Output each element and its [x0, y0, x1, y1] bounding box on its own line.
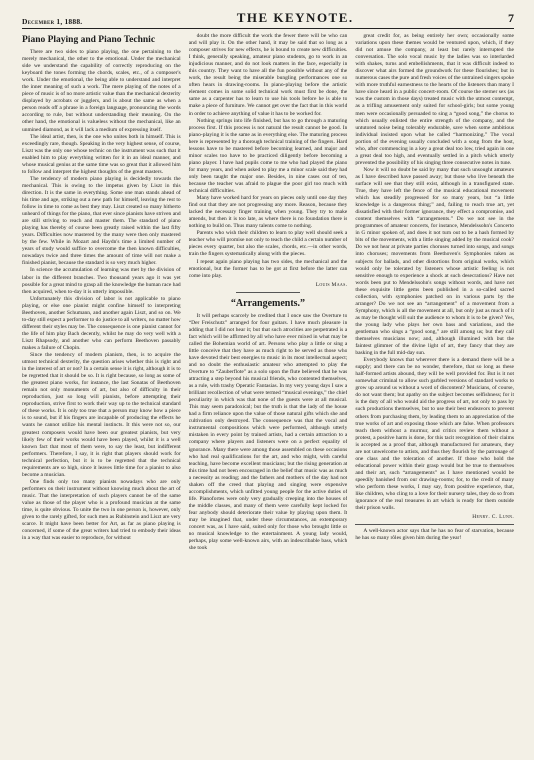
article-1-signature: Louis Maas.: [315, 281, 348, 288]
paragraph: Unfortunately this division of labor is not applicable to piano playing, or else one pianist might confine himself to interpreting Beethoven, another Schumann, and another again Liszt, and so on. We to-day still expect a performer to do justice to all writers, no matter how different their styles may be. The consequence is one pianist cannot for the life of him play Bach decently, whilst he may do very well with a Liszt Rhapsody, and another who can perform Beethoven passably makes a failure of Chopin.: [22, 295, 181, 351]
paragraph: There are two sides to piano playing, the one pertaining to the merely mechanical, the other to the emotional. Under the mechanical side we understand the capability of correctly reproducing on the keyboard the tones forming the chords, scales, etc., of a composer's work. Under the emotional, the being able to understand and interpret the inner meaning of such a work. The mere playing of the notes of a piece of music is of no more artistic value than the mechanical dexterity displayed by acrobats or jugglers, and is about the same as when a person reads off a phrase in a foreign language, pronouncing the words according to rule, but without understanding their meaning. On the other hand, the emotional is valueless without the mechanical, like an unmined diamond, as it will lack a medium of expressing itself.: [22, 49, 181, 133]
paragraph: Many have worked hard for years on pieces only until one day they find out that they are not progressing any more. Reason, because they lacked the necessary finger training when young. They try to make amends, but then it is too late, as where there is no foundation there is nothing to build on. Thus many talents come to nothing.: [188, 195, 348, 230]
paragraph: Since the tendency of modern pianism, then, is to acquire the utmost technical dexterity, the question arises whether this is right and in the interest of art or not? In a certain sense it is right, although it is to be regretted that it should be so. It is right because, so long as some of the greatest piano works, for instance, the last Sonatas of Beethoven remain not only monuments of art, but also of difficulty in their reproduction, just so long will pianists, before attempting their reproduction, strive first to work their way up to the technical standard of these works. It is only too true that a person may know how a piece is to sound, but if his fingers are incapable of producing the effects he wants he cannot utilize his mental instincts. It this were not so, our greatest composers would have been our greatest pianists, but very likely few of their works would have been played, whilst it is a well known fact that most of them were, to say the least, but indifferent performers. Therefore, I say, it is right that players should work for technical perfection, but it is to be regretted that the technical requirements are so high, since it leaves little time for a pianist to also become a musician.: [22, 352, 181, 478]
paragraph: Parents who wish their children to learn to play well should seek a teacher who will promise not only to teach the child a certain number of pieces every quarter, but also the scales, chords, etc.—in other words, train the fingers systematically along with the pieces.: [188, 230, 348, 258]
issue-date: December 1, 1888.: [22, 17, 83, 26]
paragraph: The tendency of modern piano playing is decidedly towards the mechanical. This is owing to the impetus given by Liszt in this direction. It is the same in everything. Some one man stands ahead of his time and age, striking out a new path for himself, leaving the rest to follow in time to come as best they may. Liszt created so many hitherto unheard of things for the piano, that ever since pianists have striven and are still striving to reach and master them. The standard of piano playing has thereby of course been greatly raised within the last fifty years. Difficulties now mastered by the many were then only mastered by the few. While in Mozart and Haydn's time a limited number of years of study would suffice to overcome the then known difficulties, nowadays twice and three times the amount of time will not make a finished pianist, because the standard is so very much higher.: [22, 175, 181, 267]
article-1-body-part-1: [22, 49, 181, 542]
article-2-signature: Henry. C. Lunn.: [472, 514, 514, 521]
paragraph: doubt the more difficult the work the fewer there will be who can and will play it. On the other hand, it may be said that so long as a composer strives for new effects, he is bound to create new difficulties. I think, generally speaking, amateur piano students, go to work in an injudicious manner, and do not look matters in the face, especially in this country. They want to have all the fun possible without any of the work, the result being the miserable bungling performances one so often hears in drawing-rooms. In piano-playing before the artistic element comes in some solid technical work must first be done, the same as a carpenter has to learn to use his tools before he is able to make a piece of furniture. We cannot get over the fact that in this world in order to achieve anything of value it has to be worked for.: [188, 33, 348, 117]
article-2-body-part-1: [189, 313, 348, 553]
paragraph: It will perhaps scarcely be credited that I once saw the Overture to “Der Freischutz” arranged for four guitars. I have much pleasure in adding that I did not hear it; but that such atrocities are perpetrated is a fact which will be affirmed by all who have ever mixed in what may be called the Bohemian world of art. Persons who play a little or sing a little conceive that they have as much right to be served as those who have devoted their best energies to music in its most intellectual aspect; and no doubt the enthusiastic amateur who attempted to play the Overture to “Zauberflote” as a solo upon the flute believed that he was attracting a step beyond his musical friends, who contented themselves, as a rule, with trashy Operatic Fantasias. In my very young days I saw a brilliant recollection of what were termed “musical evenings,” the chief peculiarity in which was that none of the guests were at all musical. This may seem paradoxical; but the truth is that the lady of the house had a firm reliance upon the value of those natural gifts which she and cultivation only destroyed. The consequence was that the vocal and instrumental compositions which were performed, although utterly mistaken in every point by trained artists, had a certain attraction to a company where players and listeners were on a perfect equality of ignorance. Many there were among those assembled on these occasions who had real qualifications for the art, and who might, with careful teaching, have become excellent musicians; but the rising generation at this time had not been encouraged in the belief that music was as much a necessity as reading; and the fathers and mothers of the day had not shaken off the creed that playing and singing were expensive accomplishments, which unfitted young people for the active duties of life. Pianofortes were only very gradually creeping into the houses of the middle classes, and many of them were carefully kept locked for fear anybody should deteriorate their value by playing upon them. It may be imagined that, under these circumstances, an extemporary concert was, as I have said, suited only for those who brought little or no musical knowledge to the entertainment. A young lady would, perhaps, play some well-known airs, with an indescribable bass, which she took: [188, 312, 348, 552]
article-1-body-part-2: [189, 33, 348, 280]
column-2: [189, 33, 348, 759]
filler-note: [355, 528, 514, 542]
paragraph: Now it will no doubt be said by many that such unsought amateurs as I have described have passed away; but those who live beneath the surface will see that they still exist, although in a transfigured state. True, they have left the fence of the musical educational movement which has steadily progressed for so many years, but “a little knowledge is a dangerous thing;” and, failing to reach true art, yet dissatisfied with their former ignorance, they effect a compromise, and content themselves with “arrangements.” Do we not see in the programmes of amateur concerts, for instance, Mendelssohn's Concerto in G minor spoken of, and does it not turn out to be a hash formed by bits of the movements, with a little singing added by the musical cook? Do we not hear at private parties choruses turned into songs, and songs into choruses; movements from Beethoven's Symphonies taken as subjects for ballads, and other distortions from original works, which would only be tolerated by listeners whose artistic feeling is not sensitive enough to experience a shock at such desecrations? Have not words been put to Mendelssohn's songs without words, and have not these exquisite little gems been published in a so-called sacred collection, with symphonies patched on in various parts by the arranger? Do we not see an “arrangement” of a movement from a Symphony, which is all the movement at all, but only just as much of it as may be thought will suit the audience to whom it is to be given? Yes, the young lady who plays her own bass and variations, and the gentleman who sings a “good song,” are still among us; but they call themselves musicians now; and, although illumined with but the faintest glimmer of the divine light of art, they fancy that they are basking in the full mid-day sun.: [355, 166, 514, 357]
article-1-title: Piano Playing and Piano Technic: [22, 35, 156, 45]
paragraph: One finds only too many pianists nowadays who are only performers on their instrument without knowing much about the art of music. That the interpretation of such players cannot be of the same value as those of the player who is a profound musician at the same time, is quite obvious. To unite the two in one person is, however, only given to the rarely gifted, for such men as Rubinstein and Liszt are very scarce. It might have been better for Art, as far as piano playing is concerned, if some of the great writers had tried to embody their ideas in a way that was easier to reproduce, for without: [22, 478, 181, 542]
article-columns: [22, 33, 514, 759]
article-2-body-part-2: [355, 33, 514, 512]
article-2-title: “Arrangements.”: [230, 297, 306, 309]
page-number: 7: [507, 11, 514, 25]
paragraph: Everybody knows that wherever there is a demand there will be a supply; and there can be no wonder, therefore, that so long as these half-formed artists abound, they will be well provided for. But is it not somewhat criminal to allow such garbled versions of standard works to grow up around us without a word of discontent? Musicians, of course, do not want them; but apathy on the subject becomes selfishness; for it is the duty of all who would aid the progress of art, not only to pass by such productions themselves, but to use their best endeavors to prevent others from purchasing them, by leading them to an appreciation of the true works of art and exposing those which are false. When professors teach them without a murmur, and critics review them without a protest, a positive harm is done, for this tacit recognition of their claims is accepted as a proof that, although manufactured for amateurs, they are not unwelcome to artists, and thus they flourish by the patronage of one class and the toleration of another. If those who hold the educational power within their grasp would but be true to themselves and their art, such “arrangements” as I have mentioned would be speedily banished from our drawing-rooms; for, to the credit of many who perform these works, I may say, from positive experience, that, like children, who cling to a love for their nursery tales, they do so from ignorance of the real treasures in art which is ready for them outside their prison walls.: [355, 357, 514, 512]
column-3: [355, 33, 514, 759]
paragraph: The ideal artist, then, is the one who unites both in himself. This is exceedingly rare, though. Speaking in the very highest sense, of course, Liszt was the only one whose technic on the instrument was such that it enabled him to play everything written for it in an ideal manner, and whose musical genius at the same time was so great that it allowed him to follow and interpret the highest thoughts of the great masters.: [22, 133, 181, 175]
masthead: [22, 6, 514, 29]
filler-text: A well-known actor says that he has no fear of starvation, because he has so many rôles given him during the year!: [355, 528, 514, 542]
paragraph: Nothing springs into life finished, but has to go through a maturing process first. If this process is not natural the result cannot be good. In piano-playing it is the same as in everything else. The maturing process here is represented by a thorough technical training of the fingers. Hard lessons have to be mastered before becoming learned, and major and minor scales too have to be practiced diligently before becoming a piano player. I have had pupils come to me who had played the piano for many years, and when asked to play me a minor scale said they had only been taught the major one. Besides, in nine cases out of ten, because the teacher was afraid to plague the poor girl too much with technical difficulties.: [188, 117, 348, 195]
column-1: [22, 33, 181, 759]
article-divider: [236, 292, 299, 293]
publication-title: THE KEYNOTE.: [236, 10, 354, 25]
paragraph: I repeat again piano playing has two sides, the mechanical and the emotional, but the former has to be got at first before the latter can come into play.: [188, 258, 348, 279]
paragraph: great credit for, as being entirely her own; occasionally some variations upon these themes would be ventured upon, which, if they did not amuse the company, at least but rarely interrupted the conversation. The solo vocal music by the ladies was so interlarded with shakes, turns and embellishments, that it was difficult indeed to discover what airs formed the groundwork for these flourishes; but in numerous cases the pure and fresh voices of the untrained singers spoke with more truthful earnestness to the hearts of the listeners than many I have since heard in a public concert-room. Of course the sterner sex (as was the custom in those days) treated music with the utmost contempt, as a trifling amusement only suited for school-girls; but some young men were occasionally persuaded to sing a “good song,” the chorus to which usually enlisted the entire strength of the company, and the untutored noise being tolerably endurable, save when some ambitious individual insisted upon what he called “harmonizing.” The vocal portion of the evening usually concluded with a song from the host, who, after commencing in a key a great deal too low, tried again in one a great deal too high, and eventually settled in a pitch which utterly prevented the possibility of his singing three consecutive notes in tune.: [355, 33, 514, 166]
paragraph: In science the accumulation of learning was met by the division of labor in the different branches. Two thousand years ago it was yet possible for a great mind to grasp all the knowledge the human race had then acquired, when to-day it is utterly impossible.: [22, 267, 181, 295]
filler-divider: [355, 524, 514, 525]
